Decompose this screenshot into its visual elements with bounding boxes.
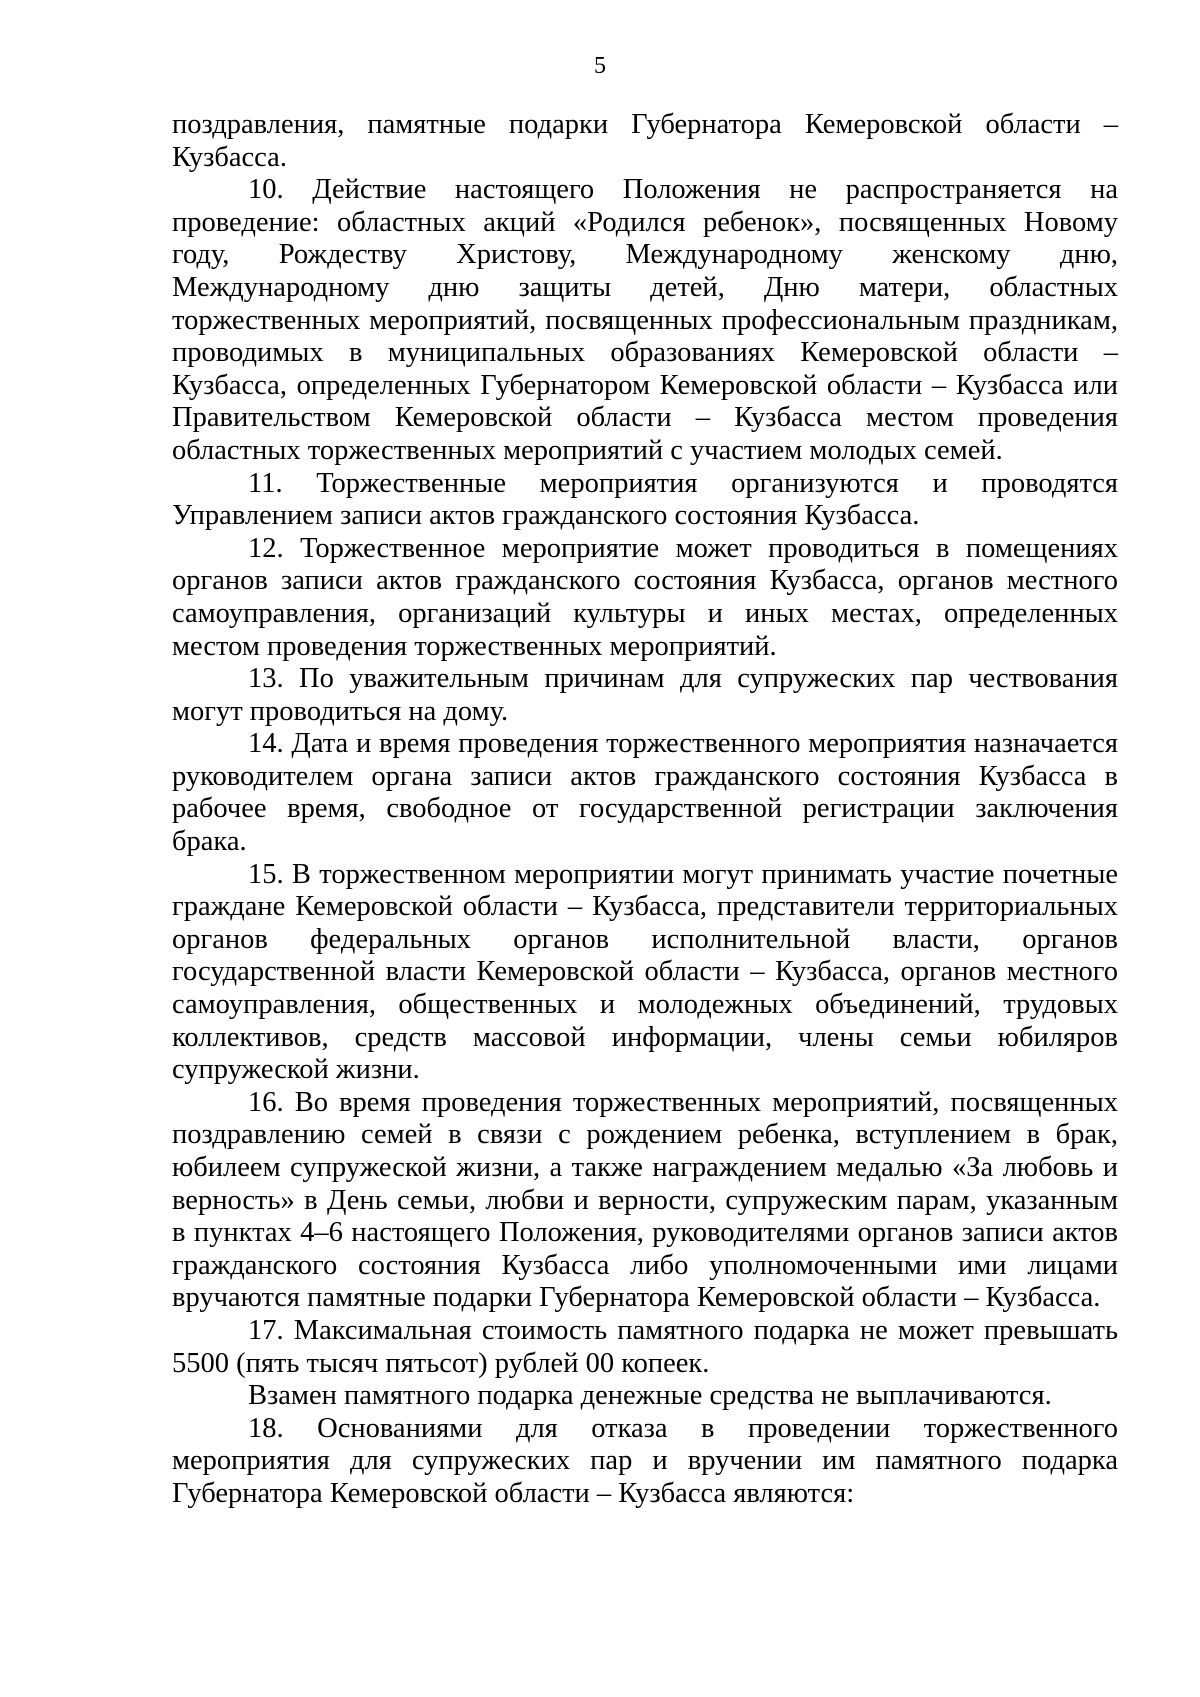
paragraph-item-16: 16. Во время проведения торжественных мероприятий, посвященных поздравлению семей в связи с рождением ребенка, вступлением в брак, юбилеем супружеской жизни, а также награждением медалью «За любовь и верность» в День семьи, любви и верности, супружеским парам, указанным в пунктах 4–6 настоящего Положения, руководителями органов записи актов гражданского состояния Кузбасса либо уполномоченными ими лицами вручаются памятные подарки Губернатора Кемеровской области – Кузбасса. bbox=[172, 1086, 1118, 1314]
paragraph-item-18: 18. Основаниями для отказа в проведении торжественного мероприятия для супружеских пар и вручении им памятного подарка Губернатора Кемеровской области – Кузбасса являются: bbox=[172, 1412, 1118, 1509]
paragraph-item-14: 14. Дата и время проведения торжественного мероприятия назначается руководителем органа записи актов гражданского состояния Кузбасса в рабочее время, свободное от государственной регистрации заключения брака. bbox=[172, 728, 1118, 858]
paragraph-continuation: поздравления, памятные подарки Губернатора Кемеровской области – Кузбасса. bbox=[172, 109, 1118, 173]
paragraph-item-15: 15. В торжественном мероприятии могут принимать участие почетные граждане Кемеровской области – Кузбасса, представители территориальных органов федеральных органов исполнительной власти, органов государственной власти Кемеровской области – Кузбасса, органов местного самоуправления, общественных и молодежных объединений, трудовых коллективов, средств массовой информации, члены семьи юбиляров супружеской жизни. bbox=[172, 858, 1118, 1086]
document-body bbox=[172, 109, 1118, 1511]
paragraph-item-11: 11. Торжественные мероприятия организуются и проводятся Управлением записи актов гражданского состояния Кузбасса. bbox=[172, 467, 1118, 532]
paragraph-item-12: 12. Торжественное мероприятие может проводиться в помещениях органов записи актов гражданского состояния Кузбасса, органов местного самоуправления, организаций культуры и иных местах, определенных местом проведения торжественных мероприятий. bbox=[172, 532, 1118, 662]
page-number: 5 bbox=[594, 53, 606, 79]
paragraph-item-13: 13. По уважительным причинам для супружеских пар чествования могут проводиться на дому. bbox=[172, 663, 1118, 727]
paragraph-item-17: 17. Максимальная стоимость памятного подарка не может превышать 5500 (пять тысяч пятьсот) рублей 00 копеек. bbox=[172, 1314, 1118, 1379]
paragraph-item-17-note: Взамен памятного подарка денежные средства не выплачиваются. bbox=[248, 1380, 1052, 1412]
paragraph-item-10: 10. Действие настоящего Положения не распространяется на проведение: областных акций «Родился ребенок», посвященных Новому году, Рождеству Христову, Международному женскому дню, Международному дню защиты детей, Дню матери, областных торжественных мероприятий, посвященных профессиональным праздникам, проводимых в муниципальных образованиях Кемеровской области – Кузбасса, определенных Губернатором Кемеровской области – Кузбасса или Правительством Кемеровской области – Кузбасса местом проведения областных торжественных мероприятий с участием молодых семей. bbox=[172, 174, 1118, 466]
